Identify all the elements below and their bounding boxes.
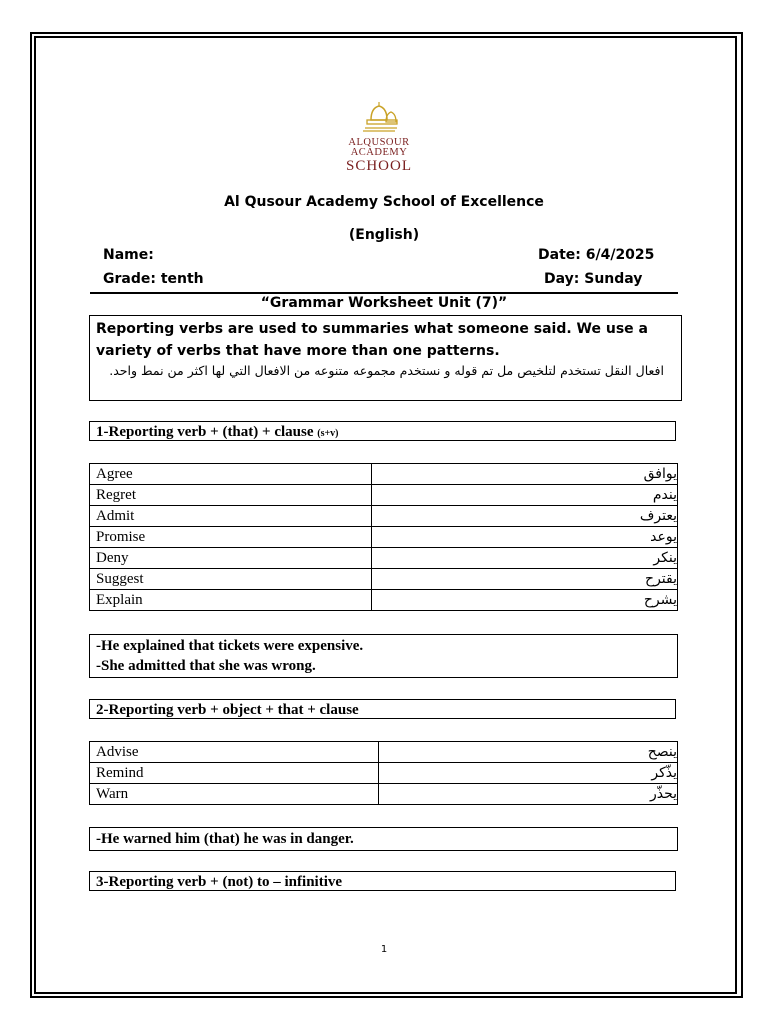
verb-arabic: يقترح: [371, 569, 677, 590]
section1-examples-box: [89, 634, 678, 678]
logo-text-line1: ALQUSOUR: [348, 137, 410, 148]
section1-heading-text: 1-Reporting verb + (that) + clause: [96, 424, 318, 440]
example-sentence: -He warned him (that) he was in danger.: [96, 831, 354, 847]
section1-heading-note: (s+v): [317, 428, 339, 439]
table-row: [90, 527, 678, 548]
page-number: 1: [380, 944, 388, 955]
verb-arabic: ينكر: [371, 548, 677, 569]
section1-heading: [89, 421, 676, 441]
section2-vocab-table: [89, 741, 678, 805]
verb-arabic: يندم: [371, 485, 677, 506]
section2-heading-text: 2-Reporting verb + object + that + clause: [96, 702, 359, 718]
table-row: [90, 485, 678, 506]
mosque-icon: [359, 98, 399, 138]
verb-english: Suggest: [90, 569, 372, 590]
verb-arabic: يشرح: [371, 590, 677, 611]
section3-heading-text: 3-Reporting verb + (not) to – infinitive: [96, 874, 343, 890]
verb-arabic: يوافق: [371, 464, 677, 485]
worksheet-title: “Grammar Worksheet Unit (7)”: [260, 295, 508, 311]
verb-arabic: يعترف: [371, 506, 677, 527]
table-row: [90, 742, 678, 763]
verb-english: Remind: [90, 763, 379, 784]
verb-english: Explain: [90, 590, 372, 611]
section3-heading: [89, 871, 676, 891]
verb-english: Promise: [90, 527, 372, 548]
logo-text-line2: ACADEMY: [350, 147, 408, 158]
table-row: [90, 590, 678, 611]
verb-arabic: ينصح: [378, 742, 677, 763]
section1-vocab-table: [89, 463, 678, 611]
verb-arabic: يحذّر: [378, 784, 677, 805]
table-row: [90, 464, 678, 485]
verb-arabic: يوعد: [371, 527, 677, 548]
verb-arabic: يذّكر: [378, 763, 677, 784]
intro-arabic: افعال النقل تستخدم لتلخيص مل تم قوله و نستخدم مجموعه متنوعه من الافعال التي لها اكثر من نمط واحد.: [109, 363, 664, 378]
table-row: [90, 506, 678, 527]
school-name: Al Qusour Academy School of Excellence: [224, 194, 544, 210]
grade-label: Grade: tenth: [103, 271, 204, 287]
day-label: Day: Sunday: [544, 271, 643, 287]
header-divider: [90, 292, 678, 294]
section2-examples-box: [89, 827, 678, 851]
logo-text-line3: SCHOOL: [345, 158, 412, 174]
school-logo: [334, 98, 424, 188]
verb-english: Warn: [90, 784, 379, 805]
section2-heading: [89, 699, 676, 719]
verb-english: Admit: [90, 506, 372, 527]
date-label: Date: 6/4/2025: [538, 247, 655, 263]
example-sentence: -He explained that tickets were expensive.: [96, 638, 364, 654]
name-label: Name:: [103, 247, 154, 263]
table-row: [90, 569, 678, 590]
verb-english: Regret: [90, 485, 372, 506]
subject-label: (English): [348, 227, 420, 243]
verb-english: Agree: [90, 464, 372, 485]
table-row: [90, 548, 678, 569]
verb-english: Advise: [90, 742, 379, 763]
intro-box: [89, 315, 682, 401]
table-row: [90, 784, 678, 805]
verb-english: Deny: [90, 548, 372, 569]
table-row: [90, 763, 678, 784]
example-sentence: -She admitted that she was wrong.: [96, 658, 316, 674]
intro-english: Reporting verbs are used to summaries what someone said. We use a variety of verbs that have more than one patterns.: [96, 321, 648, 359]
